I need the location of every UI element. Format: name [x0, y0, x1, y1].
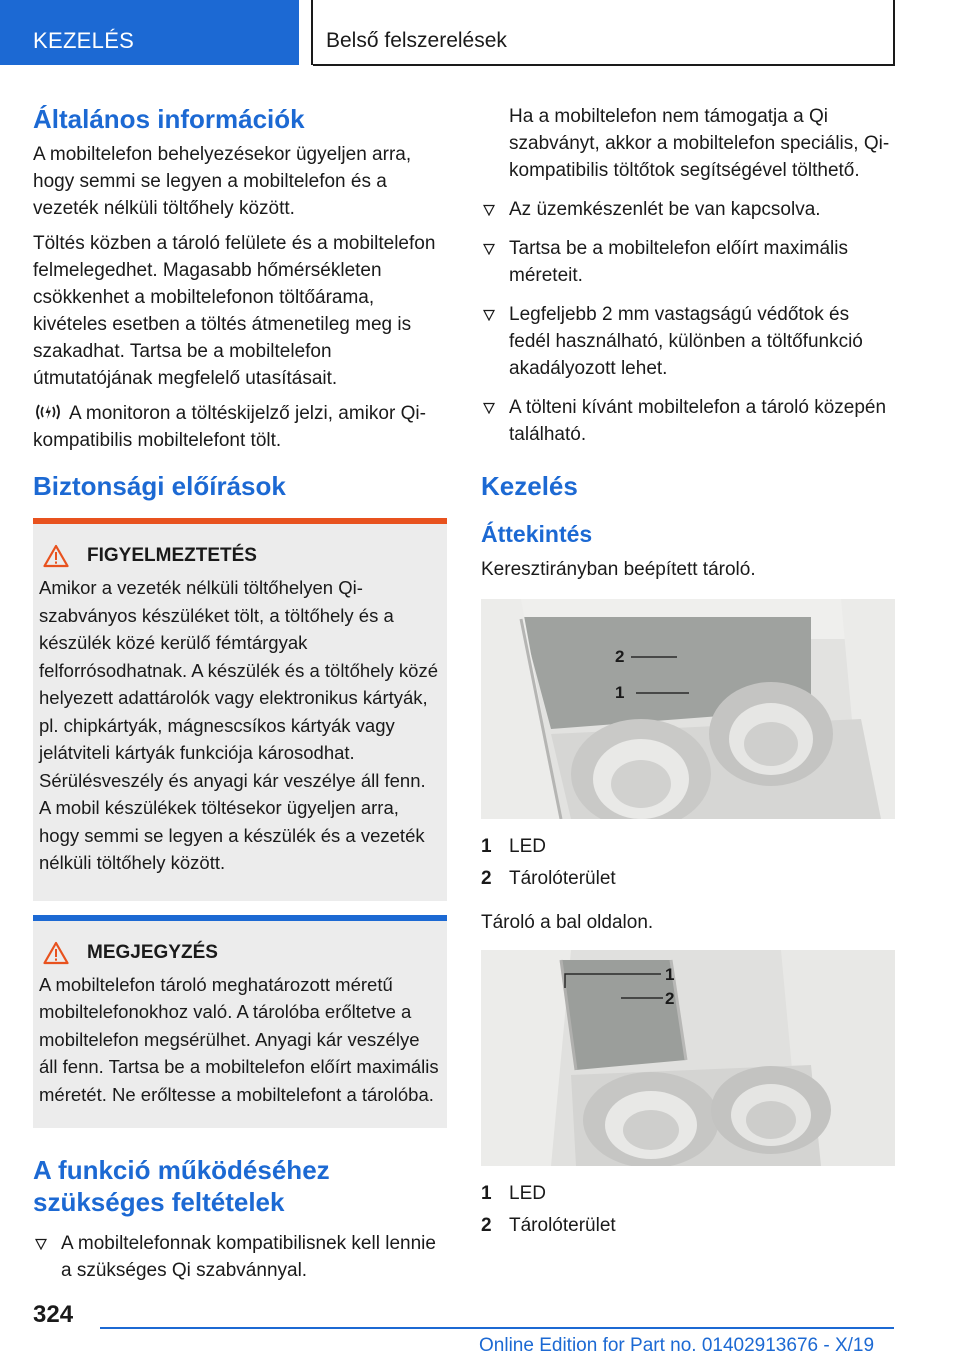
paragraph-charge-indicator	[33, 400, 447, 454]
list-item-text: A mobiltelefonnak kompatibilisnek kell lennie a szükséges Qi szabvánnyal.	[61, 1233, 436, 1281]
list-item-text: Az üzemkészenlét be van kapcsolva.	[509, 199, 821, 220]
bullet-triangle-icon	[483, 309, 495, 321]
header-chapter-title: Belső felszerelések	[326, 29, 507, 52]
legend-number: 2	[481, 1215, 492, 1236]
heading-general-info: Általános információk	[33, 104, 305, 134]
list-item	[481, 301, 895, 382]
figure-label-2: 2	[665, 989, 675, 1008]
legend-number: 1	[481, 1183, 492, 1204]
header-section-tab	[0, 0, 299, 65]
storage-tray-illustration	[481, 950, 895, 1166]
left-column	[33, 103, 447, 1296]
bullet-triangle-icon	[483, 243, 495, 255]
right-column	[481, 103, 895, 1242]
requirements-list	[33, 1230, 447, 1284]
legend-text: LED	[509, 1183, 546, 1204]
warning-box	[33, 518, 447, 901]
page-number: 324	[33, 1301, 74, 1328]
warning-triangle-icon	[43, 544, 69, 568]
legend-row	[481, 1178, 895, 1210]
legend-row	[481, 863, 895, 895]
footer-edition: Online Edition for Part no. 01402913676 - X/19	[479, 1335, 875, 1356]
heading-overview: Áttekintés	[481, 521, 593, 547]
list-item-text: Legfeljebb 2 mm vastagságú védőtok és fedél használható, különben a töltőfunkció akadályozott lehet.	[509, 304, 863, 379]
figure-label-2: 2	[615, 647, 625, 666]
footer-line	[100, 1327, 894, 1329]
figure-left-storage	[481, 950, 895, 1166]
list-item-text: Tartsa be a mobiltelefon előírt maximális méreteit.	[509, 238, 848, 286]
legend-number: 1	[481, 836, 492, 857]
figure-legend-cross	[481, 831, 895, 895]
header-section-label: KEZELÉS	[33, 28, 135, 53]
requirements-list-continued	[481, 196, 895, 448]
heading-operation: Kezelés	[481, 471, 578, 501]
list-item	[481, 394, 895, 448]
figure-label-1: 1	[615, 683, 625, 702]
figure-cross-storage	[481, 599, 895, 819]
legend-text: Tárolóterület	[509, 1215, 616, 1236]
header-separator	[311, 0, 313, 65]
note-box	[33, 915, 447, 1129]
paragraph-cross-storage: Keresztirányban beépített tároló.	[481, 559, 756, 580]
warning-title-row	[39, 544, 441, 568]
header-underline	[313, 64, 894, 66]
legend-text: LED	[509, 836, 546, 857]
legend-text: Tárolóterület	[509, 868, 616, 889]
warning-body	[33, 524, 447, 901]
paragraph-heating: Töltés közben a tároló felülete és a mobiltelefon felmelegedhet. Magasabb hőmérsékleten csökkenhet a mobiltelefonon töltőárama, kivételes esetben a töltés átmenetileg meg is szakadhat. Tartsa be a mobiltelefon útmutatójának megfelelő utasításait.	[33, 233, 436, 389]
list-item-text: A tölteni kívánt mobiltelefon a tároló közepén található.	[509, 397, 887, 445]
wireless-charging-icon	[33, 402, 63, 422]
header-right-border	[893, 0, 895, 66]
legend-row	[481, 1210, 895, 1242]
warning-triangle-icon	[43, 941, 69, 965]
heading-requirements: A funkció működéséhez szükséges feltételek	[33, 1155, 330, 1217]
note-title: MEGJEGYZÉS	[87, 941, 218, 963]
list-item	[481, 235, 895, 289]
list-item	[33, 1230, 447, 1284]
paragraph-left-storage: Tároló a bal oldalon.	[481, 912, 654, 933]
heading-safety: Biztonsági előírások	[33, 471, 286, 501]
note-body	[33, 921, 447, 1129]
note-text: A mobiltelefon tároló meghatározott méretű mobiltelefonokhoz való. A tárolóba erőltetve a mobiltelefon megsérülhet. Anyagi kár veszélye áll fenn. Tartsa be a mobiltelefon előírt maximális méretét. Ne erőltesse a mobiltelefont a tárolóba.	[39, 973, 439, 1105]
figure-label-1: 1	[665, 965, 675, 984]
list-item	[481, 196, 895, 223]
paragraph-qi-case: Ha a mobiltelefon nem támogatja a Qi szabványt, akkor a mobiltelefon speciális, Qi-kompatibilis töltőtok segítségével tölthető.	[509, 106, 890, 181]
legend-number: 2	[481, 868, 492, 889]
figure-legend-left	[481, 1178, 895, 1242]
warning-text: Amikor a vezeték nélküli töltőhelyen Qi-szabványos készüléket tölt, a töltőhely és a készülék közé kerülő fémtárgyak felforrósodhatnak. A készülék és a töltőhely közé helyezett adattárolók vagy elektronikus kártyák, pl. chipkártyák, mágnescsíkos kártyák vagy jelátviteli kártyák funkciója károsodhat. Sérülésveszély és anyagi kár veszélye áll fenn. A mobil készülékek töltésekor ügyeljen arra, hogy semmi se legyen a készülék és a vezeték nélküli töltőhely között.	[39, 577, 439, 873]
bullet-triangle-icon	[483, 402, 495, 414]
legend-row	[481, 831, 895, 863]
note-title-row	[39, 941, 441, 965]
bullet-triangle-icon	[35, 1238, 47, 1250]
storage-tray-illustration	[481, 599, 895, 819]
paragraph-placement: A mobiltelefon behelyezésekor ügyeljen arra, hogy semmi se legyen a mobiltelefon és a vezeték nélküli töltőhely között.	[33, 144, 412, 219]
warning-title: FIGYELMEZTETÉS	[87, 545, 257, 566]
charge-indicator-text: A monitoron a töltéskijelző jelzi, amikor Qi-kompatibilis mobiltelefont tölt.	[33, 403, 426, 451]
bullet-triangle-icon	[483, 204, 495, 216]
